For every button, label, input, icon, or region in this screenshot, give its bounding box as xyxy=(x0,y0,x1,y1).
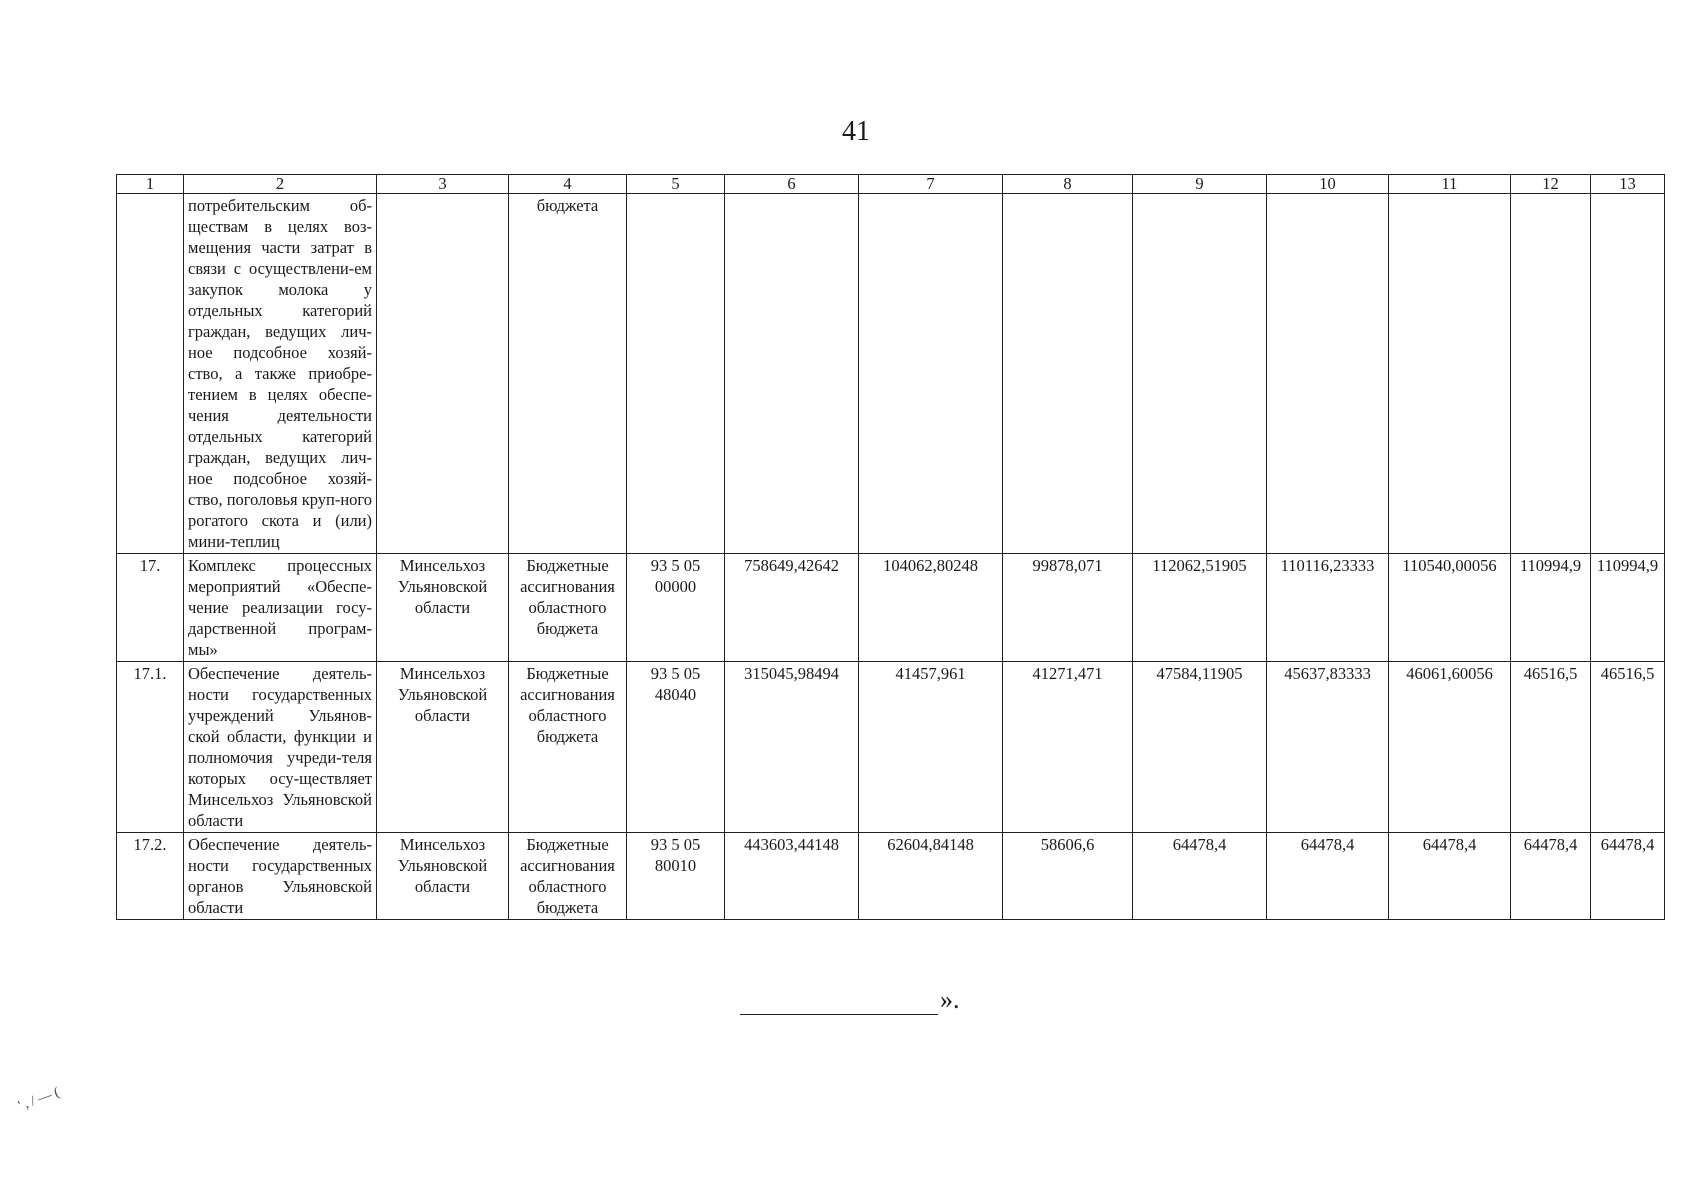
table-row xyxy=(117,662,1665,833)
row-executor: Минсельхоз Ульяновской области xyxy=(377,554,509,662)
column-header: 2 xyxy=(184,175,377,194)
row-value: 64478,4 xyxy=(1267,833,1389,920)
column-header: 12 xyxy=(1511,175,1591,194)
row-name: потребительским об-ществам в целях воз-мещения части затрат в связи с осуществлени-ем закупок молока у отдельных категорий граждан, ведущих лич-ное подсобное хозяй-ство, а также приобре-тением в целях обеспе-чения деятельности отдельных категорий граждан, ведущих лич-ное подсобное хозяй-ство, поголовья круп-ного рогатого скота и (или) мини-теплиц xyxy=(184,194,377,554)
column-header: 9 xyxy=(1133,175,1267,194)
row-value: 46061,60056 xyxy=(1389,662,1511,833)
page-number: 41 xyxy=(842,116,870,147)
row-value: 62604,84148 xyxy=(859,833,1003,920)
row-value: 443603,44148 xyxy=(725,833,859,920)
column-header: 5 xyxy=(627,175,725,194)
row-value xyxy=(1591,194,1665,554)
row-source: бюджета xyxy=(509,194,627,554)
row-code xyxy=(627,194,725,554)
row-value: 58606,6 xyxy=(1003,833,1133,920)
row-value: 99878,071 xyxy=(1003,554,1133,662)
row-value: 110540,00056 xyxy=(1389,554,1511,662)
row-value: 758649,42642 xyxy=(725,554,859,662)
column-header: 1 xyxy=(117,175,184,194)
row-value: 45637,83333 xyxy=(1267,662,1389,833)
row-code: 93 5 05 80010 xyxy=(627,833,725,920)
row-value: 104062,80248 xyxy=(859,554,1003,662)
column-header: 6 xyxy=(725,175,859,194)
closing-quote: ». xyxy=(940,985,960,1014)
row-source: Бюджетные ассигнования областного бюджета xyxy=(509,833,627,920)
row-value: 64478,4 xyxy=(1591,833,1665,920)
row-name: Комплекс процессных мероприятий «Обеспе-чение реализации госу-дарственной програм-мы» xyxy=(184,554,377,662)
row-value xyxy=(1133,194,1267,554)
row-value: 315045,98494 xyxy=(725,662,859,833)
table-row xyxy=(117,554,1665,662)
row-code: 93 5 05 00000 xyxy=(627,554,725,662)
row-value xyxy=(1003,194,1133,554)
row-value: 110994,9 xyxy=(1511,554,1591,662)
row-value xyxy=(1389,194,1511,554)
row-code: 93 5 05 48040 xyxy=(627,662,725,833)
row-value: 112062,51905 xyxy=(1133,554,1267,662)
column-header: 11 xyxy=(1389,175,1511,194)
row-value: 64478,4 xyxy=(1389,833,1511,920)
row-source: Бюджетные ассигнования областного бюджета xyxy=(509,662,627,833)
row-number xyxy=(117,194,184,554)
row-value xyxy=(1511,194,1591,554)
row-value: 110116,23333 xyxy=(1267,554,1389,662)
column-header: 8 xyxy=(1003,175,1133,194)
row-executor xyxy=(377,194,509,554)
row-value: 64478,4 xyxy=(1133,833,1267,920)
row-name: Обеспечение деятель-ности государственных учреждений Ульянов-ской области, функции и полномочия учреди-теля которых осу-ществляет Минсельхоз Ульяновской области xyxy=(184,662,377,833)
row-value: 110994,9 xyxy=(1591,554,1665,662)
row-number: 17. xyxy=(117,554,184,662)
budget-table xyxy=(116,174,1665,920)
closing-mark xyxy=(740,985,960,1015)
row-value xyxy=(859,194,1003,554)
row-number: 17.2. xyxy=(117,833,184,920)
row-executor: Минсельхоз Ульяновской области xyxy=(377,662,509,833)
row-value: 64478,4 xyxy=(1511,833,1591,920)
row-executor: Минсельхоз Ульяновской области xyxy=(377,833,509,920)
margin-scribble: ' , / — ( xyxy=(16,1085,62,1114)
column-header: 10 xyxy=(1267,175,1389,194)
column-header: 4 xyxy=(509,175,627,194)
row-value: 46516,5 xyxy=(1511,662,1591,833)
column-header: 3 xyxy=(377,175,509,194)
row-value: 41457,961 xyxy=(859,662,1003,833)
row-value: 41271,471 xyxy=(1003,662,1133,833)
column-header: 7 xyxy=(859,175,1003,194)
table-header-row xyxy=(117,175,1665,194)
table-row xyxy=(117,194,1665,554)
row-value: 47584,11905 xyxy=(1133,662,1267,833)
row-source: Бюджетные ассигнования областного бюджета xyxy=(509,554,627,662)
row-value: 46516,5 xyxy=(1591,662,1665,833)
row-value xyxy=(1267,194,1389,554)
table-row xyxy=(117,833,1665,920)
row-name: Обеспечение деятель-ности государственных органов Ульяновской области xyxy=(184,833,377,920)
closing-underline xyxy=(740,988,938,1015)
row-number: 17.1. xyxy=(117,662,184,833)
column-header: 13 xyxy=(1591,175,1665,194)
row-value xyxy=(725,194,859,554)
